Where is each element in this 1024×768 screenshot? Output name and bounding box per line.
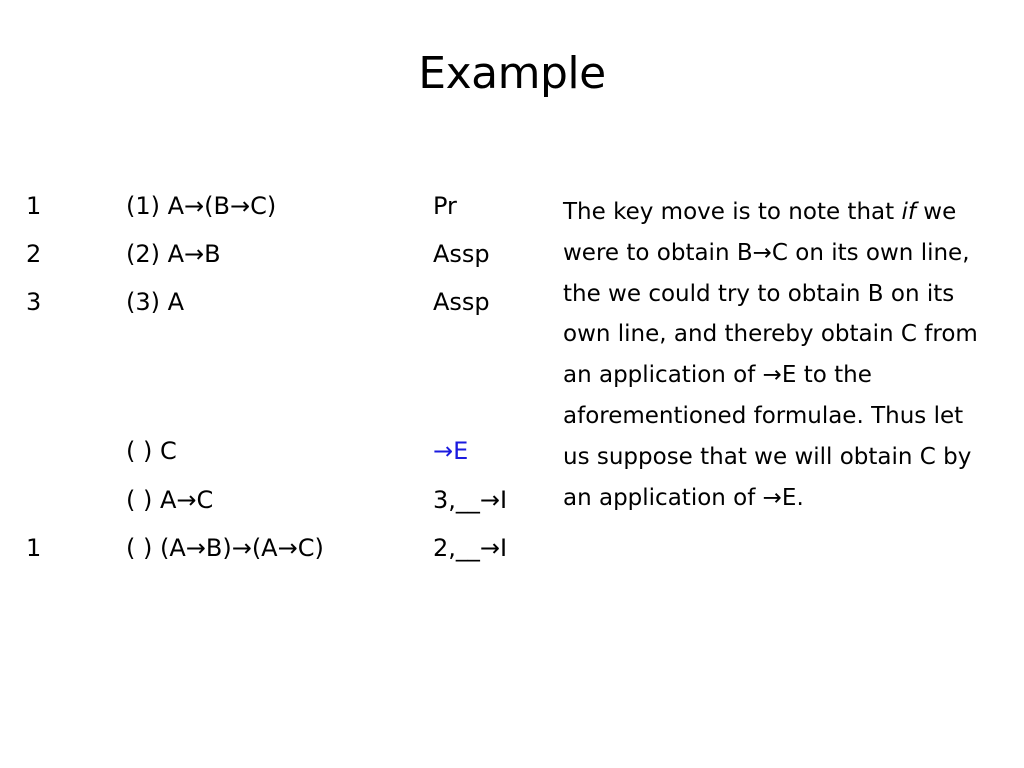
formula-cell: ( ) (A→B)→(A→C) <box>126 534 324 562</box>
formula-cell: (3) A <box>126 288 185 316</box>
justification-cell: Pr <box>433 192 457 220</box>
formula-cell: ( ) A→C <box>126 486 214 514</box>
proof-row <box>26 186 546 226</box>
justification-cell: 3,__→I <box>433 486 508 514</box>
proof-row <box>26 234 546 274</box>
justification-cell: Assp <box>433 288 490 316</box>
proof-row <box>26 431 546 471</box>
formula-cell: (2) A→B <box>126 240 221 268</box>
slide-title: Example <box>418 48 606 99</box>
proof-row <box>26 528 546 568</box>
explanation-part-2: we were to obtain B→C on its own line, the we could try to obtain B on its own line, and thereby obtain C from an application of →E to the aforementioned formulae. Thus let us suppose that we will obtain C by an application of →E. <box>563 199 978 511</box>
justification-cell-highlighted: →E <box>433 437 469 465</box>
proof-table <box>26 186 546 586</box>
dependency-cell: 1 <box>26 192 42 220</box>
proof-row <box>26 282 546 322</box>
formula-cell: ( ) C <box>126 437 177 465</box>
dependency-cell: 2 <box>26 240 42 268</box>
dependency-cell: 3 <box>26 288 42 316</box>
formula-cell: (1) A→(B→C) <box>126 192 277 220</box>
explanation-emphasis: if <box>901 199 916 225</box>
dependency-cell: 1 <box>26 534 42 562</box>
explanation-part-1: The key move is to note that <box>563 199 902 225</box>
justification-cell: 2,__→I <box>433 534 508 562</box>
explanation-text <box>563 192 983 518</box>
proof-row <box>26 480 546 520</box>
justification-cell: Assp <box>433 240 490 268</box>
